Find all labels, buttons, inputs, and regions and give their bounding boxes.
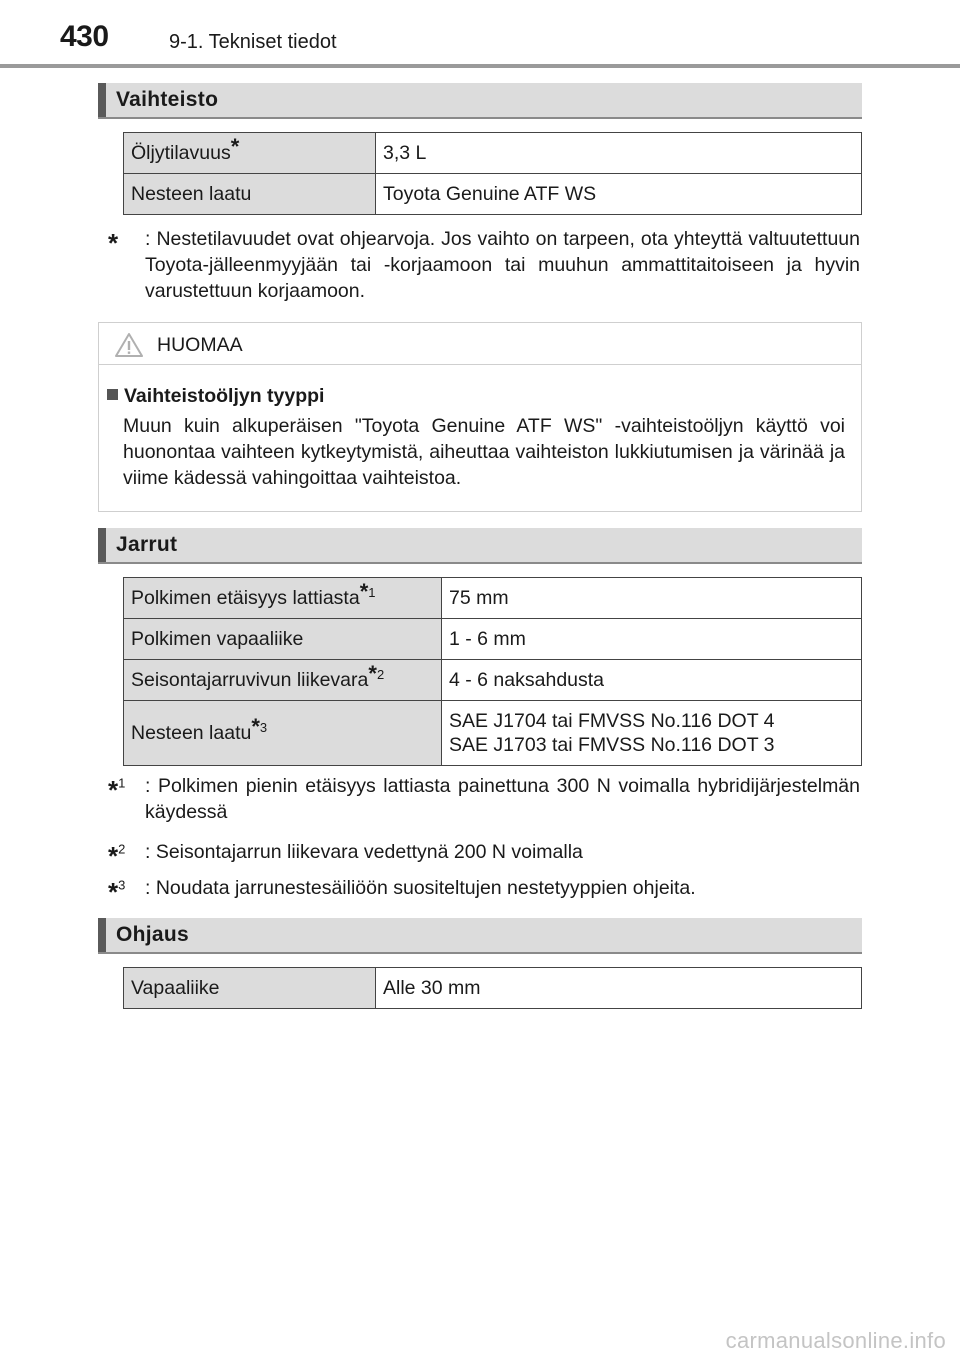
table-row [124,968,862,1009]
caution-box [98,322,862,512]
footnote-vaihteisto [108,226,860,304]
table-row [124,619,862,660]
section-title: Jarrut [116,533,178,556]
footnote-jarrut-2 [108,839,860,871]
footnote-mark: *2 [368,660,385,686]
spec-label: Polkimen etäisyys lattiasta$^{*1}$ [124,578,442,619]
spec-label: Vapaaliike [124,968,376,1009]
table-row [124,701,862,766]
page-number: 430 [60,20,109,53]
watermark: carmanualsonline.info [725,1328,946,1353]
table-row [124,174,862,215]
table-row [124,133,862,174]
section-title: Ohjaus [116,923,189,946]
table-row [124,660,862,701]
spec-value: Alle 30 mm [376,968,862,1009]
table-row [124,578,862,619]
spec-table-vaihteisto [123,132,862,215]
square-bullet-icon [107,389,118,400]
spec-label: Nesteen laatu [124,174,376,215]
spec-label: Seisontajarruvivun liikevara$^{*2}$ [124,660,442,701]
footnote-mark: *$^1$ [108,775,126,805]
chapter-title: 9-1. Tekniset tiedot [169,31,337,53]
spec-table-ohjaus [123,967,862,1009]
footnote-mark: *$^2$ [108,841,126,871]
caution-header [99,323,861,365]
section-heading-bar [98,83,106,117]
section-heading-ohjaus [98,918,862,954]
caution-title: Vaihteistoöljyn tyyppi [107,385,324,408]
caution-body: Muun kuin alkuperäisen "Toyota Genuine ATF WS" -vaihteistoöljyn käyttö voi huonontaa vaihteen kytkeytymistä, aiheuttaa vaihteiston lukkiutumisen ja värinää ja viime kädessä vahingoittaa vaihteistoa. [123,415,845,489]
section-heading-bar [98,528,106,562]
header-rule [0,64,960,68]
section-heading-vaihteisto [98,83,862,119]
section-heading-jarrut [98,528,862,564]
spec-label: Öljytilavuus* [124,133,376,174]
spec-value: 3,3 L [376,133,862,174]
footnote-jarrut-3 [108,875,860,907]
footnote-mark: * [230,133,240,159]
footnote-mark: *3 [251,713,268,739]
spec-value: SAE J1704 tai FMVSS No.116 DOT 4 SAE J1703 tai FMVSS No.116 DOT 3 [442,701,862,766]
page-header [0,0,960,70]
footnote-mark: *1 [359,578,376,604]
caution-label: HUOMAA [157,334,243,356]
spec-label: Nesteen laatu$^{*3}$ [124,701,442,766]
warning-triangle-icon [114,332,144,358]
section-title: Vaihteisto [116,88,219,111]
spec-table-jarrut [123,577,862,766]
footnote-text: : Seisontajarrun liikevara vedettynä 200 N voimalla [145,841,583,863]
footnote-mark: *$^3$ [108,877,126,907]
footnote-mark: * [108,228,119,258]
footnote-text: : Polkimen pienin etäisyys lattiasta painettuna 300 N voimalla hybridijärjestelmän käydessä [145,775,860,823]
footnote-text: : Nestetilavuudet ovat ohjearvoja. Jos vaihto on tarpeen, ota yhteyttä valtuutettuun Toyota-jälleenmyyjään tai -korjaamoon tai muuhun ammattitaitoiseen ja hyvin varustettuun korjaamoon. [145,228,860,302]
spec-value: 4 - 6 naksahdusta [442,660,862,701]
spec-value: 75 mm [442,578,862,619]
spec-label: Polkimen vapaaliike [124,619,442,660]
footnote-text: : Noudata jarrunestesäiliöön suositeltujen nestetyyppien ohjeita. [145,877,696,899]
spec-value: Toyota Genuine ATF WS [376,174,862,215]
spec-value: 1 - 6 mm [442,619,862,660]
footnote-jarrut-1 [108,773,860,825]
section-heading-bar [98,918,106,952]
